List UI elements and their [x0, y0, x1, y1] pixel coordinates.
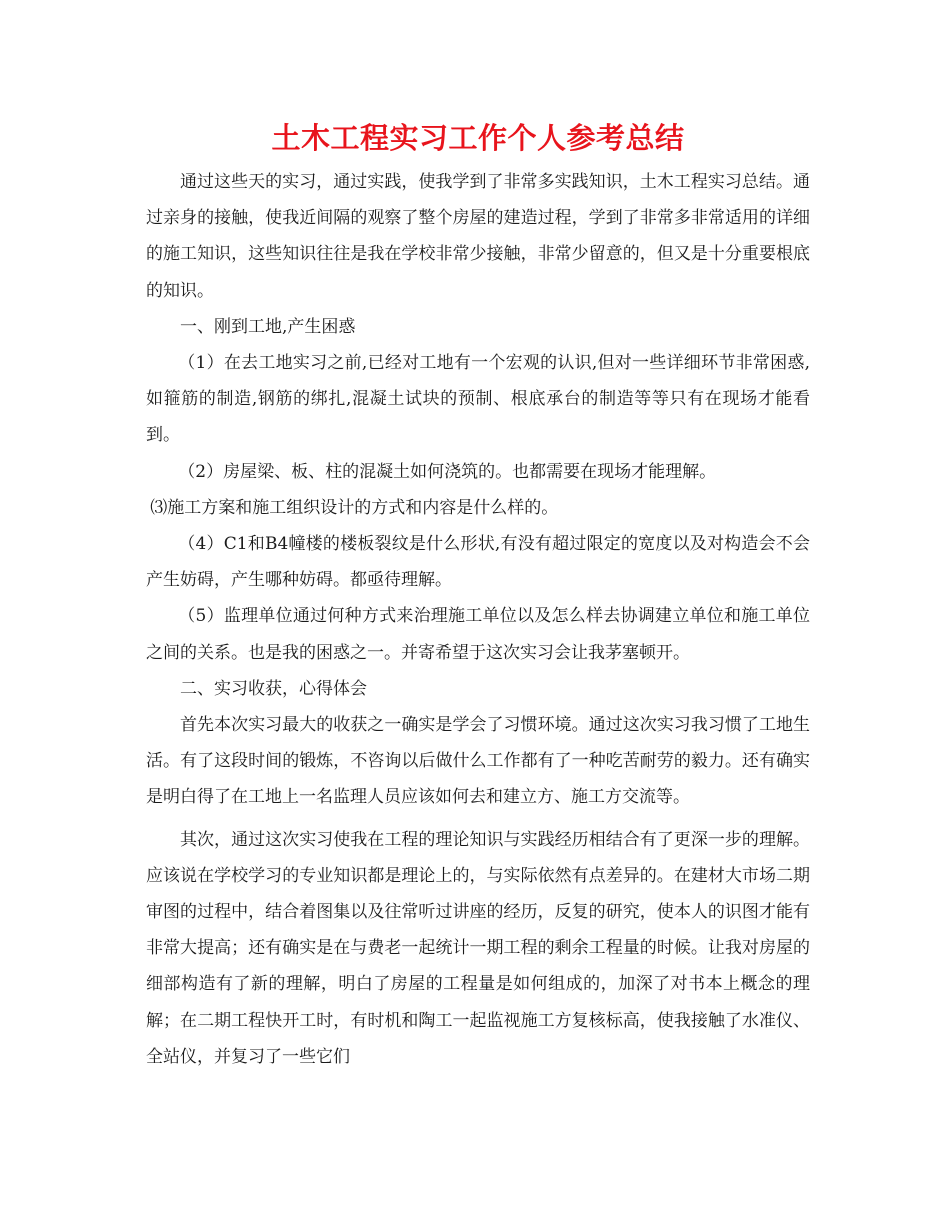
paragraph-item-4: （4）C1和B4幢楼的楼板裂纹是什么形状,有没有超过限定的宽度以及对构造会不会产生妨碍，产生哪种妨碍。都亟待理解。	[146, 534, 810, 591]
paragraph-item-2: （2）房屋梁、板、柱的混凝土如何浇筑的。也都需要在现场才能理解。	[178, 461, 717, 482]
paragraph-item-5: （5）监理单位通过何种方式来治理施工单位以及怎么样去协调建立单位和施工单位之间的关系。也是我的困惑之一。并寄希望于这次实习会让我茅塞顿开。	[146, 606, 810, 663]
paragraph-intro: 通过这些天的实习，通过实践，使我学到了非常多实践知识，土木工程实习总结。通过亲身的接触，使我近间隔的观察了整个房屋的建造过程，学到了非常多非常适用的详细的施工知识，这些知识往往是我在学校非常少接触，非常少留意的，但又是十分重要根底的知识。	[146, 172, 810, 301]
paragraph-first-gain: 首先本次实习最大的收获之一确实是学会了习惯环境。通过这次实习我习惯了工地生活。有了这段时间的锻炼，不咨询以后做什么工作都有了一种吃苦耐劳的毅力。还有确实是明白得了在工地上一名监理人员应该如何去和建立方、施工方交流等。	[146, 715, 810, 808]
section-heading-2: 二、实习收获，心得体会	[180, 678, 367, 699]
paragraph-item-3: ⑶施工方案和施工组织设计的方式和内容是什么样的。	[150, 497, 559, 518]
document-title: 土木工程实习工作个人参考总结	[271, 121, 685, 155]
paragraph-item-1: （1）在去工地实习之前,已经对工地有一个宏观的认识,但对一些详细环节非常困惑,如箍筋的制造,钢筋的绑扎,混凝土试块的预制、根底承台的制造等等只有在现场才能看到。	[146, 353, 810, 446]
document-page	[146, 118, 810, 1075]
section-heading-1: 一、刚到工地,产生困惑	[180, 316, 356, 337]
paragraph-second-gain: 其次，通过这次实习使我在工程的理论知识与实践经历相结合有了更深一步的理解。应该说在学校学习的专业知识都是理论上的，与实际依然有点差异的。在建材大市场二期审图的过程中，结合着图集以及往常听过讲座的经历，反复的研究，使本人的识图才能有非常大提高；还有确实是在与费老一起统计一期工程的剩余工程量的时候。让我对房屋的细部构造有了新的理解，明白了房屋的工程量是如何组成的，加深了对书本上概念的理解；在二期工程快开工时，有时机和陶工一起监视施工方复核标高，使我接触了水准仪、全站仪，并复习了一些它们	[146, 829, 810, 1067]
